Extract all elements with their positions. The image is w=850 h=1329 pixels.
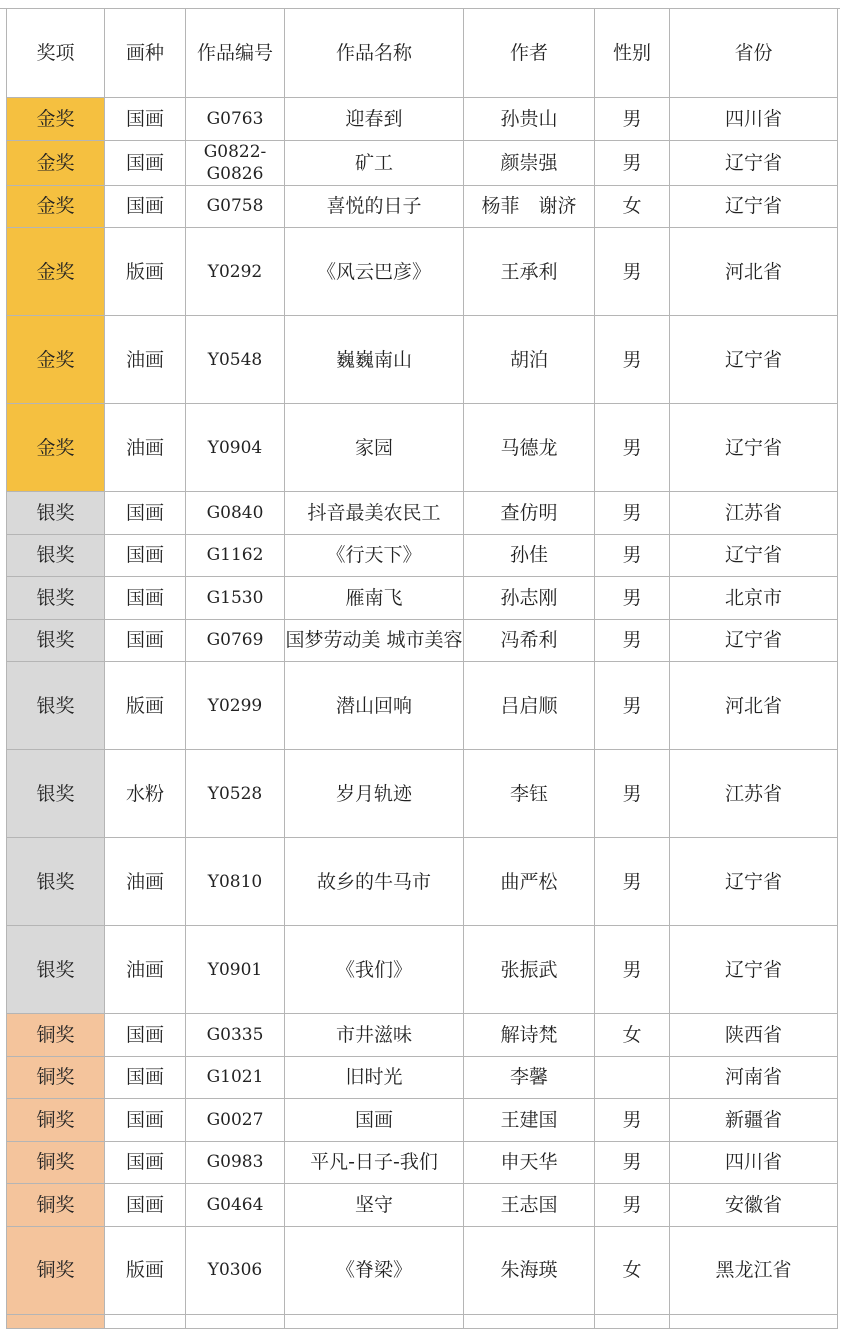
gender-cell[interactable]: 男 [595, 619, 670, 662]
type-cell[interactable]: 油画 [105, 316, 186, 404]
table-row [7, 98, 838, 141]
table-row [7, 1014, 838, 1057]
code-cell[interactable]: Y0904 [186, 404, 285, 492]
gender-cell[interactable]: 男 [595, 838, 670, 926]
award-cell[interactable]: 银奖 [7, 577, 105, 620]
title-cell[interactable] [285, 1314, 464, 1328]
author-cell[interactable]: 孙志刚 [464, 577, 595, 620]
type-cell[interactable]: 国画 [105, 1014, 186, 1057]
province-cell[interactable]: 辽宁省 [670, 619, 838, 662]
title-cell[interactable]: 《脊梁》 [285, 1226, 464, 1314]
gender-cell[interactable]: 男 [595, 98, 670, 141]
title-cell[interactable]: 国画 [285, 1099, 464, 1142]
type-cell[interactable]: 国画 [105, 1141, 186, 1184]
author-cell[interactable]: 胡泊 [464, 316, 595, 404]
table-row [7, 1226, 838, 1314]
author-cell[interactable]: 王建国 [464, 1099, 595, 1142]
author-cell[interactable]: 王承利 [464, 228, 595, 316]
award-cell[interactable]: 铜奖 [7, 1056, 105, 1099]
code-cell[interactable]: Y0292 [186, 228, 285, 316]
province-cell[interactable]: 四川省 [670, 1141, 838, 1184]
type-cell[interactable]: 水粉 [105, 750, 186, 838]
author-cell[interactable]: 孙佳 [464, 534, 595, 577]
gender-cell[interactable]: 男 [595, 750, 670, 838]
award-cell[interactable]: 金奖 [7, 404, 105, 492]
gender-cell[interactable]: 女 [595, 1226, 670, 1314]
table-row [7, 1099, 838, 1142]
type-cell[interactable]: 版画 [105, 1226, 186, 1314]
author-cell[interactable]: 解诗梵 [464, 1014, 595, 1057]
gender-cell[interactable]: 女 [595, 185, 670, 228]
author-cell[interactable]: 张振武 [464, 926, 595, 1014]
gender-cell[interactable]: 女 [595, 1014, 670, 1057]
table-row [7, 1314, 838, 1328]
gender-cell[interactable]: 男 [595, 404, 670, 492]
awards-table [6, 8, 838, 1329]
title-cell[interactable]: 矿工 [285, 140, 464, 185]
table-row [7, 492, 838, 535]
gender-cell[interactable] [595, 1314, 670, 1328]
gender-cell[interactable] [595, 1056, 670, 1099]
gender-cell[interactable]: 男 [595, 534, 670, 577]
type-cell[interactable]: 国画 [105, 1056, 186, 1099]
code-cell[interactable] [186, 1314, 285, 1328]
code-cell[interactable]: G0464 [186, 1184, 285, 1227]
author-cell[interactable]: 王志国 [464, 1184, 595, 1227]
author-cell[interactable]: 李钰 [464, 750, 595, 838]
author-cell[interactable]: 朱海瑛 [464, 1226, 595, 1314]
province-cell[interactable]: 安徽省 [670, 1184, 838, 1227]
award-cell[interactable]: 银奖 [7, 492, 105, 535]
code-cell[interactable]: G1162 [186, 534, 285, 577]
award-cell[interactable]: 金奖 [7, 98, 105, 141]
code-cell[interactable]: Y0306 [186, 1226, 285, 1314]
table-row [7, 228, 838, 316]
table-row [7, 750, 838, 838]
gender-cell[interactable]: 男 [595, 140, 670, 185]
type-cell[interactable]: 国画 [105, 98, 186, 141]
code-cell[interactable]: Y0548 [186, 316, 285, 404]
type-cell[interactable]: 国画 [105, 619, 186, 662]
author-cell[interactable]: 冯希利 [464, 619, 595, 662]
code-cell[interactable]: G0840 [186, 492, 285, 535]
type-cell[interactable]: 版画 [105, 228, 186, 316]
award-cell[interactable]: 铜奖 [7, 1141, 105, 1184]
author-cell[interactable]: 李馨 [464, 1056, 595, 1099]
type-cell[interactable]: 国画 [105, 140, 186, 185]
gender-cell[interactable]: 男 [595, 1184, 670, 1227]
title-cell[interactable]: 坚守 [285, 1184, 464, 1227]
award-cell[interactable]: 金奖 [7, 185, 105, 228]
code-cell[interactable]: G0027 [186, 1099, 285, 1142]
table-body [7, 98, 838, 1329]
table-row [7, 1056, 838, 1099]
award-cell[interactable]: 铜奖 [7, 1014, 105, 1057]
title-cell[interactable]: 家园 [285, 404, 464, 492]
code-cell[interactable]: G0983 [186, 1141, 285, 1184]
province-cell[interactable] [670, 1314, 838, 1328]
table-row [7, 926, 838, 1014]
province-cell[interactable]: 辽宁省 [670, 316, 838, 404]
table-row [7, 577, 838, 620]
author-cell[interactable]: 杨菲 谢济 [464, 185, 595, 228]
title-cell[interactable]: 《我们》 [285, 926, 464, 1014]
title-cell[interactable]: 故乡的牛马市 [285, 838, 464, 926]
table-row [7, 140, 838, 185]
header-award: 奖项 [7, 9, 105, 98]
gender-cell[interactable]: 男 [595, 228, 670, 316]
code-cell[interactable]: G0769 [186, 619, 285, 662]
header-work-title: 作品名称 [285, 9, 464, 98]
type-cell[interactable]: 国画 [105, 577, 186, 620]
award-cell[interactable]: 银奖 [7, 750, 105, 838]
province-cell[interactable]: 辽宁省 [670, 404, 838, 492]
award-cell[interactable]: 银奖 [7, 926, 105, 1014]
type-cell[interactable]: 国画 [105, 492, 186, 535]
type-cell[interactable]: 国画 [105, 534, 186, 577]
gender-cell[interactable]: 男 [595, 1099, 670, 1142]
table-row [7, 1141, 838, 1184]
type-cell[interactable]: 国画 [105, 1184, 186, 1227]
code-cell[interactable]: G0822- G0826 [186, 140, 285, 185]
award-cell[interactable]: 金奖 [7, 228, 105, 316]
type-cell[interactable] [105, 1314, 186, 1328]
author-cell[interactable] [464, 1314, 595, 1328]
province-cell[interactable]: 新疆省 [670, 1099, 838, 1142]
gender-cell[interactable]: 男 [595, 492, 670, 535]
table-row [7, 534, 838, 577]
province-cell[interactable]: 河北省 [670, 228, 838, 316]
award-cell[interactable]: 银奖 [7, 662, 105, 750]
province-cell[interactable]: 四川省 [670, 98, 838, 141]
award-cell[interactable]: 银奖 [7, 534, 105, 577]
author-cell[interactable]: 吕启顺 [464, 662, 595, 750]
table-row [7, 185, 838, 228]
title-cell[interactable]: 平凡-日子-我们 [285, 1141, 464, 1184]
table-row [7, 1184, 838, 1227]
province-cell[interactable]: 辽宁省 [670, 534, 838, 577]
province-cell[interactable]: 北京市 [670, 577, 838, 620]
title-cell[interactable]: 抖音最美农民工 [285, 492, 464, 535]
type-cell[interactable]: 国画 [105, 1099, 186, 1142]
province-cell[interactable]: 河南省 [670, 1056, 838, 1099]
province-cell[interactable]: 辽宁省 [670, 838, 838, 926]
award-cell[interactable]: 金奖 [7, 140, 105, 185]
header-row [7, 9, 838, 98]
title-cell[interactable]: 《风云巴彦》 [285, 228, 464, 316]
header-work-code: 作品编号 [186, 9, 285, 98]
province-cell[interactable]: 黑龙江省 [670, 1226, 838, 1314]
table-row [7, 404, 838, 492]
author-cell[interactable]: 孙贵山 [464, 98, 595, 141]
author-cell[interactable]: 申天华 [464, 1141, 595, 1184]
code-cell[interactable]: Y0810 [186, 838, 285, 926]
code-cell[interactable]: Y0528 [186, 750, 285, 838]
award-cell[interactable]: 银奖 [7, 619, 105, 662]
title-cell[interactable]: 雁南飞 [285, 577, 464, 620]
code-cell[interactable]: Y0299 [186, 662, 285, 750]
province-cell[interactable]: 江苏省 [670, 492, 838, 535]
province-cell[interactable]: 辽宁省 [670, 185, 838, 228]
title-cell[interactable]: 国梦劳动美 城市美容 [285, 619, 464, 662]
author-cell[interactable]: 颜崇强 [464, 140, 595, 185]
gender-cell[interactable]: 男 [595, 316, 670, 404]
table-row [7, 619, 838, 662]
code-cell[interactable]: G1021 [186, 1056, 285, 1099]
title-cell[interactable]: 巍巍南山 [285, 316, 464, 404]
award-cell[interactable]: 铜奖 [7, 1184, 105, 1227]
code-cell[interactable]: Y0901 [186, 926, 285, 1014]
title-cell[interactable]: 喜悦的日子 [285, 185, 464, 228]
table-row [7, 662, 838, 750]
header-gender: 性别 [595, 9, 670, 98]
province-cell[interactable]: 辽宁省 [670, 140, 838, 185]
table-row [7, 316, 838, 404]
code-cell[interactable]: G0758 [186, 185, 285, 228]
header-author: 作者 [464, 9, 595, 98]
province-cell[interactable]: 辽宁省 [670, 926, 838, 1014]
province-cell[interactable]: 陕西省 [670, 1014, 838, 1057]
title-cell[interactable]: 岁月轨迹 [285, 750, 464, 838]
award-cell[interactable]: 银奖 [7, 838, 105, 926]
type-cell[interactable]: 油画 [105, 926, 186, 1014]
code-cell[interactable]: G0335 [186, 1014, 285, 1057]
code-cell[interactable]: G1530 [186, 577, 285, 620]
header-painting-type: 画种 [105, 9, 186, 98]
gender-cell[interactable]: 男 [595, 1141, 670, 1184]
table-row [7, 838, 838, 926]
header-province: 省份 [670, 9, 838, 98]
gender-cell[interactable]: 男 [595, 577, 670, 620]
award-cell[interactable] [7, 1314, 105, 1328]
award-cell[interactable]: 铜奖 [7, 1099, 105, 1142]
province-cell[interactable]: 江苏省 [670, 750, 838, 838]
award-cell[interactable]: 金奖 [7, 316, 105, 404]
award-cell[interactable]: 铜奖 [7, 1226, 105, 1314]
title-cell[interactable]: 《行天下》 [285, 534, 464, 577]
gender-cell[interactable]: 男 [595, 926, 670, 1014]
type-cell[interactable]: 版画 [105, 662, 186, 750]
code-cell[interactable]: G0763 [186, 98, 285, 141]
author-cell[interactable]: 曲严松 [464, 838, 595, 926]
title-cell[interactable]: 市井滋味 [285, 1014, 464, 1057]
type-cell[interactable]: 油画 [105, 838, 186, 926]
title-cell[interactable]: 迎春到 [285, 98, 464, 141]
title-cell[interactable]: 潜山回响 [285, 662, 464, 750]
author-cell[interactable]: 马德龙 [464, 404, 595, 492]
type-cell[interactable]: 油画 [105, 404, 186, 492]
gender-cell[interactable]: 男 [595, 662, 670, 750]
type-cell[interactable]: 国画 [105, 185, 186, 228]
author-cell[interactable]: 查仿明 [464, 492, 595, 535]
province-cell[interactable]: 河北省 [670, 662, 838, 750]
title-cell[interactable]: 旧时光 [285, 1056, 464, 1099]
